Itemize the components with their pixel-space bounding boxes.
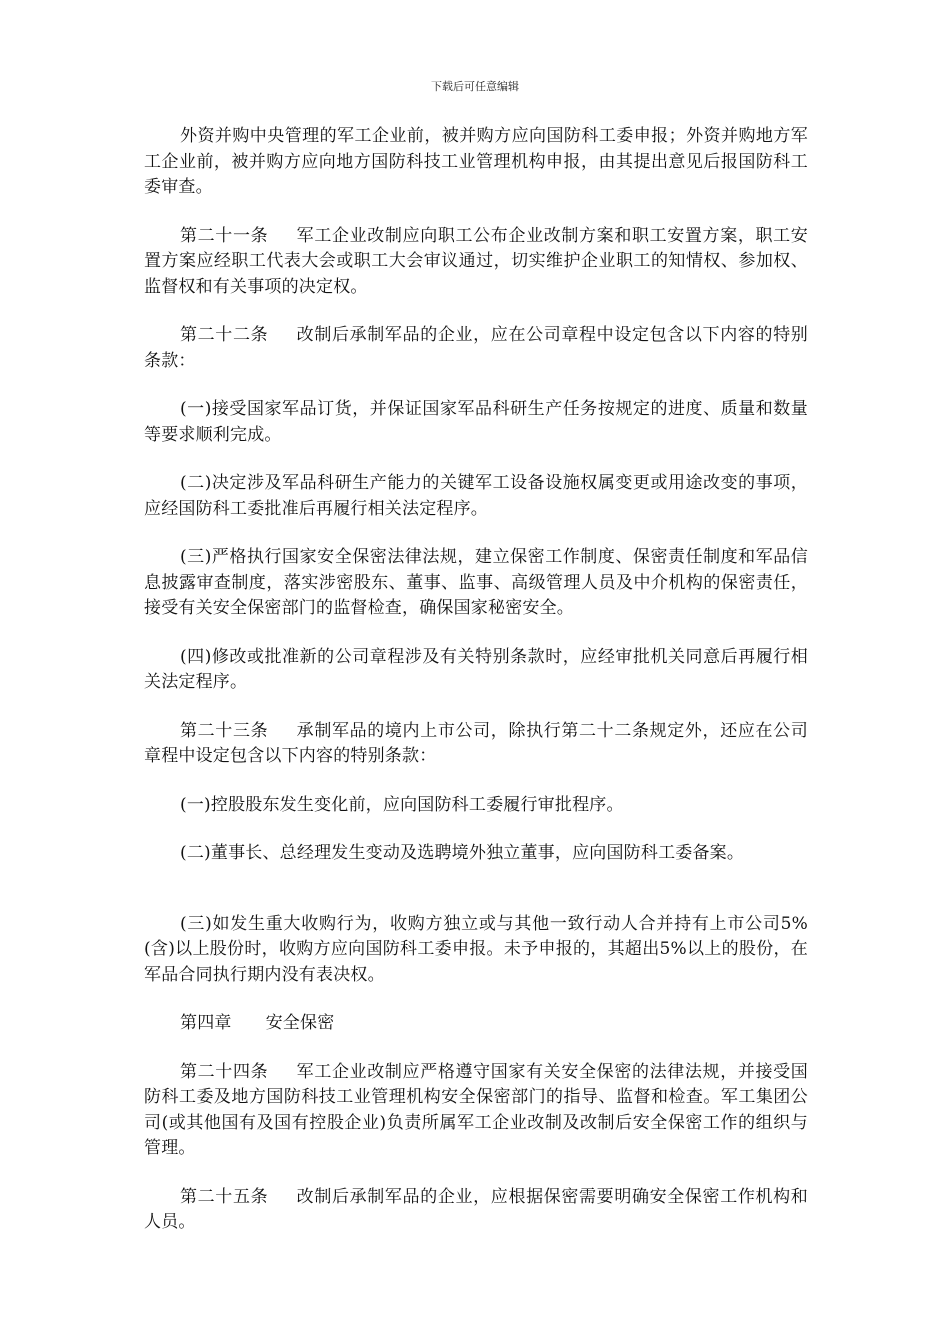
article-24	[144, 1060, 808, 1162]
paragraph-text: 外资并购中央管理的军工企业前，被并购方应向国防科工委申报；外资并购地方军工企业前，被并购方应向地方国防科技工业管理机构申报，由其提出意见后报国防科工委审查。	[144, 126, 808, 197]
article-25	[144, 1185, 808, 1236]
article-23	[144, 719, 808, 770]
article-23-item-3	[144, 912, 808, 989]
item-text: (一)接受国家军品订货，并保证国家军品科研生产任务按规定的进度、质量和数量等要求顺利完成。	[144, 399, 808, 445]
chapter-title: 第四章	[180, 1013, 232, 1033]
article-21	[144, 224, 808, 301]
article-title: 第二十一条	[180, 225, 269, 246]
item-text: (四)修改或批准新的公司章程涉及有关特别条款时，应经审批机关同意后再履行相关法定程序。	[144, 646, 808, 692]
article-23-item-2	[144, 841, 808, 867]
article-22-item-4	[144, 645, 808, 696]
article-text: 承制军品的境内上市公司，除执行第二十二条规定外，还应在公司章程中设定包含以下内容的特别条款：	[144, 720, 808, 766]
article-23-item-1	[144, 793, 808, 819]
article-title: 第二十二条	[180, 325, 269, 345]
article-text: 军工企业改制应严格遵守国家有关安全保密的法律法规，并接受国防科工委及地方国防科技工业管理机构安全保密部门的指导、监督和检查。军工集团公司(或其他国有及国有控股企业)负责所属军工企业改制及改制后安全保密工作的组织与管理。	[144, 1061, 808, 1158]
page-header: 下载后可任意编辑	[431, 80, 519, 93]
article-22-item-1	[144, 397, 808, 448]
item-text: (三)严格执行国家安全保密法律法规，建立保密工作制度、保密责任制度和军品信息披露审查制度，落实涉密股东、董事、监事、高级管理人员及中介机构的保密责任，接受有关安全保密部门的监督检查，确保国家秘密安全。	[144, 547, 808, 618]
article-text: 军工企业改制应向职工公布企业改制方案和职工安置方案，职工安置方案应经职工代表大会或职工大会审议通过，切实维护企业职工的知情权、参加权、监督权和有关事项的决定权。	[144, 225, 808, 297]
chapter-4-heading	[144, 1011, 808, 1037]
article-title: 第二十四条	[180, 1061, 269, 1082]
article-22-item-2	[144, 471, 808, 522]
item-text: (二)董事长、总经理发生变动及选聘境外独立董事，应向国防科工委备案。	[180, 843, 745, 863]
article-22-item-3	[144, 545, 808, 622]
article-text: 改制后承制军品的企业，应在公司章程中设定包含以下内容的特别条款：	[144, 325, 808, 371]
chapter-text: 安全保密	[265, 1013, 335, 1033]
item-text: (二)决定涉及军品科研生产能力的关键军工设备设施权属变更或用途改变的事项，应经国防科工委批准后再履行相关法定程序。	[144, 473, 808, 519]
article-text: 改制后承制军品的企业，应根据保密需要明确安全保密工作机构和人员。	[144, 1186, 808, 1232]
document-body	[144, 124, 808, 1259]
item-text: (三)如发生重大收购行为，收购方独立或与其他一致行动人合并持有上市公司5%(含)以上股份时，收购方应向国防科工委申报。未予申报的，其超出5%以上的股份，在军品合同执行期内没有表决权。	[144, 913, 808, 985]
paragraph-foreign-acquisition	[144, 124, 808, 201]
article-title: 第二十三条	[180, 720, 269, 741]
article-22	[144, 323, 808, 374]
article-title: 第二十五条	[180, 1186, 269, 1207]
item-text: (一)控股股东发生变化前，应向国防科工委履行审批程序。	[180, 794, 624, 815]
